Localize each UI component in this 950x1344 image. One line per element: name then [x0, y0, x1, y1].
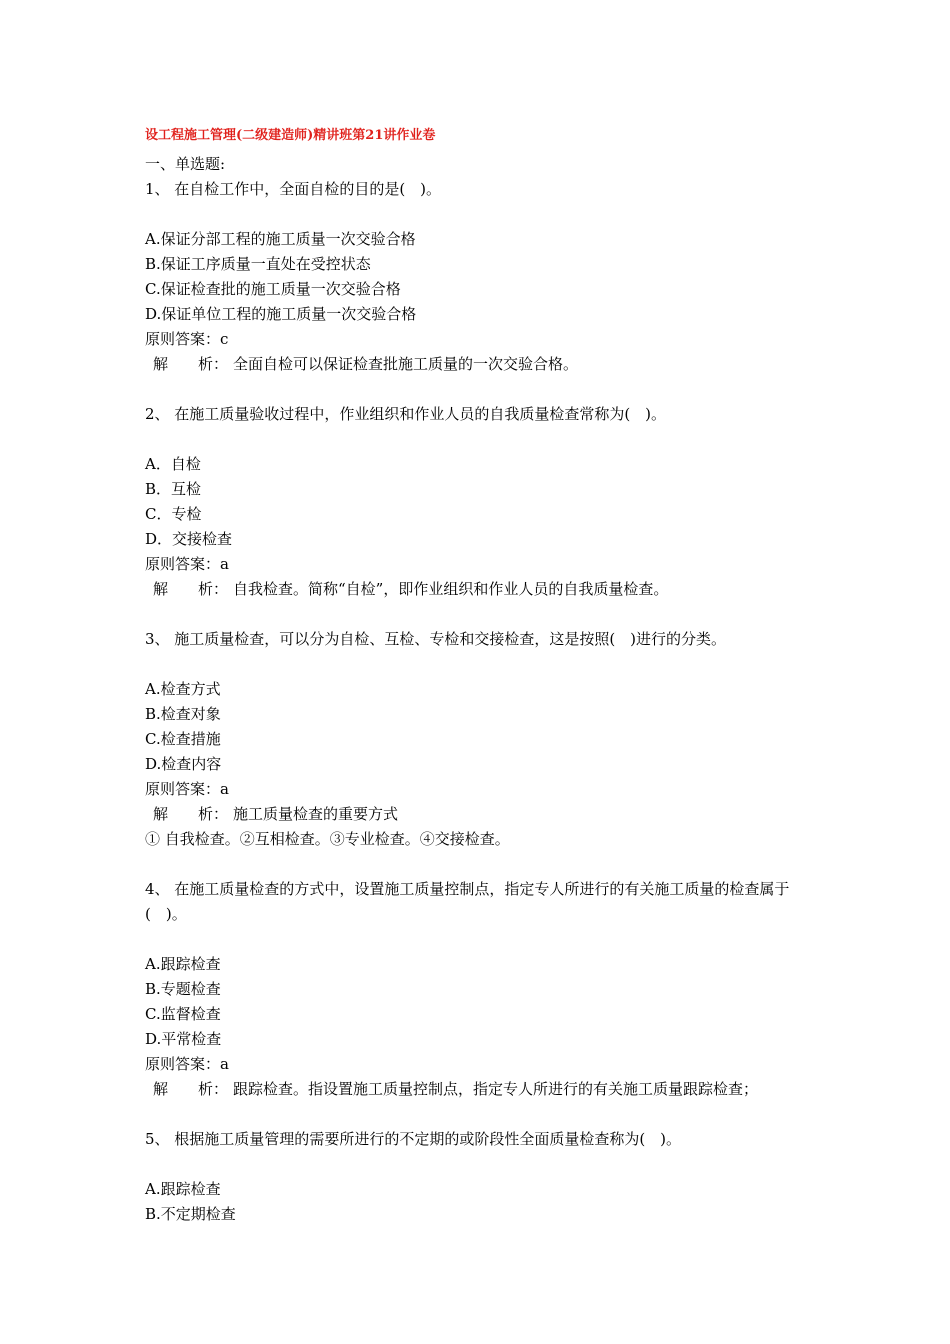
question-stem: 2、 在施工质量验收过程中，作业组织和作业人员的自我质量检查常称为( )。 [145, 405, 667, 423]
spacer [145, 202, 845, 227]
option-a: A.跟踪检查 [145, 955, 221, 973]
option-b: B.保证工序质量一直处在受控状态 [145, 255, 371, 273]
question-stem: 5、 根据施工质量管理的需要所进行的不定期的或阶段性全面质量检查称为( )。 [145, 1130, 682, 1148]
question-3 [145, 627, 845, 877]
analysis-text: 全面自检可以保证检查批施工质量的一次交验合格。 [233, 355, 579, 373]
analysis [145, 577, 845, 602]
answer: 原则答案：a [145, 555, 229, 573]
analysis [145, 352, 845, 377]
option-d: D.平常检查 [145, 1030, 222, 1048]
spacer [145, 652, 845, 677]
analysis-extra: ① 自我检查。②互相检查。③专业检查。④交接检查。 [145, 830, 510, 848]
option-d: D.检查内容 [145, 755, 222, 773]
spacer [145, 1102, 845, 1127]
option-a: A.检查方式 [145, 680, 221, 698]
option-b: B.专题检查 [145, 980, 221, 998]
analysis-text: 施工质量检查的重要方式 [233, 805, 399, 823]
answer: 原则答案：c [145, 330, 229, 348]
option-a: A.保证分部工程的施工质量一次交验合格 [145, 230, 416, 248]
question-stem: 4、 在施工质量检查的方式中，设置施工质量控制点，指定专人所进行的有关施工质量的检查属于( )。 [145, 880, 790, 923]
option-c: C.监督检查 [145, 1005, 221, 1023]
spacer [145, 852, 845, 877]
analysis-text: 自我检查。简称“自检”，即作业组织和作业人员的自我质量检查。 [233, 580, 669, 598]
analysis-label: 解 析： [153, 805, 229, 823]
analysis [145, 1077, 845, 1102]
analysis-label: 解 析： [153, 355, 229, 373]
section-heading: 一、单选题: [145, 155, 226, 173]
option-a: A．自检 [145, 455, 201, 473]
question-2 [145, 402, 845, 627]
question-stem: 1、 在自检工作中，全面自检的目的是( )。 [145, 180, 442, 198]
question-5 [145, 1127, 845, 1227]
analysis [145, 802, 845, 827]
spacer [145, 377, 845, 402]
option-d: D.保证单位工程的施工质量一次交验合格 [145, 305, 417, 323]
answer: 原则答案：a [145, 1055, 229, 1073]
option-c: C.保证检查批的施工质量一次交验合格 [145, 280, 401, 298]
analysis-label: 解 析： [153, 1080, 229, 1098]
analysis-label: 解 析： [153, 580, 229, 598]
option-a: A.跟踪检查 [145, 1180, 221, 1198]
question-4 [145, 877, 845, 1127]
spacer [145, 427, 845, 452]
analysis-text: 跟踪检查。指设置施工质量控制点，指定专人所进行的有关施工质量跟踪检查； [233, 1080, 759, 1098]
answer: 原则答案：a [145, 780, 229, 798]
option-d: D．交接检查 [145, 530, 233, 548]
question-stem: 3、 施工质量检查，可以分为自检、互检、专检和交接检查，这是按照( )进行的分类。 [145, 630, 727, 648]
spacer [145, 927, 845, 952]
option-b: B.不定期检查 [145, 1205, 236, 1223]
option-c: C．专检 [145, 505, 202, 523]
document-page [145, 127, 845, 1227]
question-1 [145, 177, 845, 402]
spacer [145, 602, 845, 627]
option-b: B.检查对象 [145, 705, 221, 723]
spacer [145, 1152, 845, 1177]
document-title: 设工程施工管理(二级建造师)精讲班第21讲作业卷 [145, 128, 436, 143]
option-b: B．互检 [145, 480, 202, 498]
option-c: C.检查措施 [145, 730, 221, 748]
